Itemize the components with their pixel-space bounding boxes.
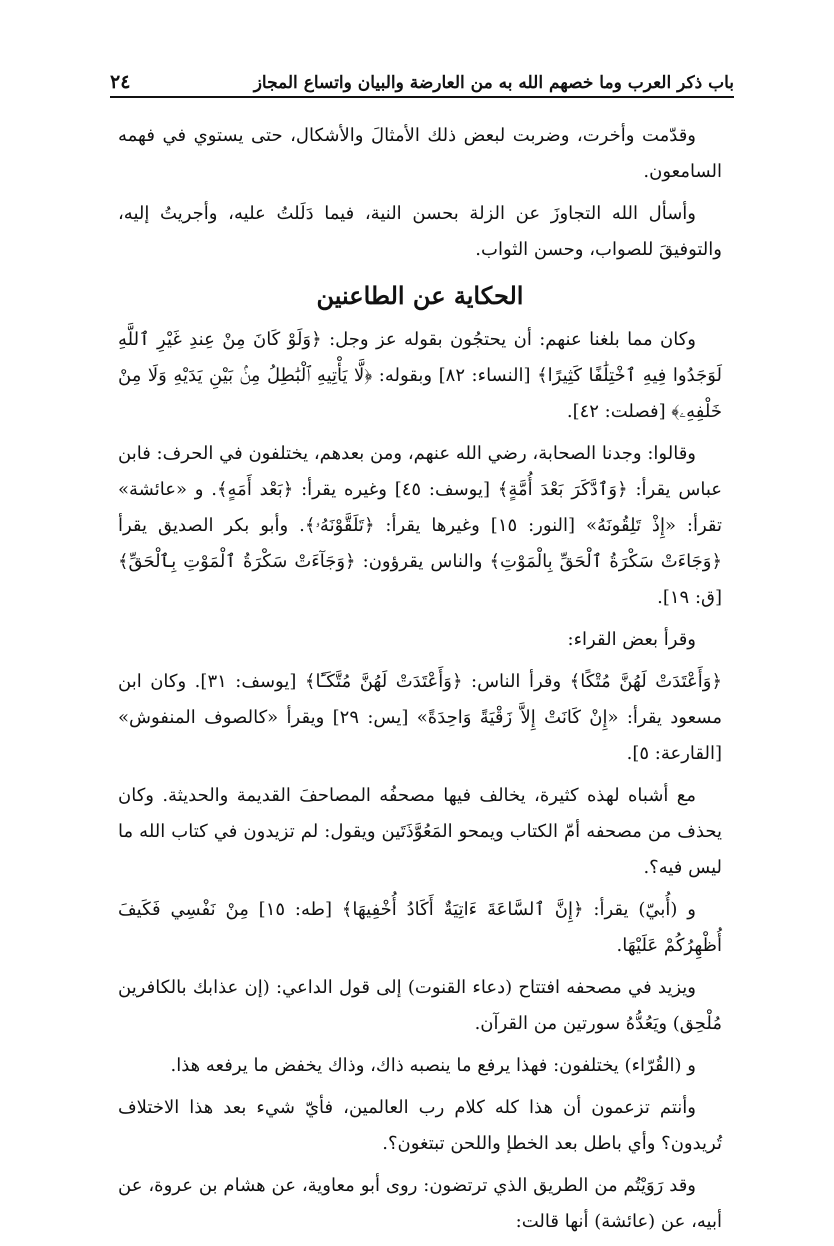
page-number: ٢٤ bbox=[110, 71, 131, 93]
paragraph: مع أشباه لهذه كثيرة، يخالف فيها مصحفُه المصاحفَ القديمة والحديثة. وكان يحذف من مصحفه أمّ الكتاب ويمحو المَعُوَّذَتَين ويقول: لم تزيدون في كتاب الله ما ليس فيه؟. bbox=[118, 785, 722, 878]
section-heading: الحكاية عن الطاعنين bbox=[316, 281, 524, 310]
paragraph: ويزيد في مصحفه افتتاح (دعاء القنوت) إلى قول الداعي: (إن عذابك بالكافرين مُلْحِق) ويَعُدُّهُ سورتين من القرآن. bbox=[118, 977, 722, 1034]
paragraph: و (القُرّاء) يختلفون: فهذا يرفع ما ينصبه ذاك، وذاك يخفض ما يرفعه هذا. bbox=[170, 1055, 696, 1076]
page-body bbox=[118, 118, 722, 1246]
running-title: باب ذكر العرب وما خصهم الله به من العارضة والبيان واتساع المجاز bbox=[253, 73, 734, 93]
paragraph: وقد رَوَيْتُم من الطريق الذي ترتضون: روى أبو معاوية، عن هشام بن عروة، عن أبيه، عن (عائشة) أنها قالت: bbox=[118, 1175, 722, 1232]
paragraph: و (أُبيّ) يقرأ: ﴿إِنَّ ٱلسَّاعَةَ ءَاتِيَةٌ أَكَادُ أُخْفِيهَا﴾ [طه: ١٥] مِنْ نَفْسِي فَكَيفَ أُظْهِرُكُمْ عَلَيْهَا. bbox=[118, 899, 722, 956]
paragraph: وأسأل الله التجاوزَ عن الزلة بحسن النية، فيما دَلَلتُ عليه، وأجريتُ إليه، والتوفيقَ للصواب، وحسن الثواب. bbox=[118, 203, 722, 260]
paragraph: ﴿وَأَعْتَدَتْ لَهُنَّ مُتْكًا﴾ وقرأ الناس: ﴿وَأَعْتَدَتْ لَهُنَّ مُتَّكَـًٔا﴾ [يوسف: ٣١]. وكان ابن مسعود يقرأ: «إِنْ كَانَتْ إِلاَّ زَقْيَةً وَاحِدَةً» [يس: ٢٩] ويقرأ «كالصوف المنفوش» [القارعة: ٥]. bbox=[118, 671, 723, 764]
page-header bbox=[110, 52, 734, 98]
paragraph: وقالوا: وجدنا الصحابة، رضي الله عنهم، ومن بعدهم، يختلفون في الحرف: فابن عباس يقرأ: ﴿وَٱدَّكَرَ بَعْدَ أُمَّةٍ﴾ [يوسف: ٤٥] وغيره يقرأ: ﴿بَعْد أَمَهٍ﴾. و «عائشة» تقرأ: «إِذْ تَلِقُونَهُ» [النور: ١٥] وغيرها يقرأ: ﴿تَلَقَّوْنَهُۥ﴾. وأبو بكر الصديق يقرأ ﴿وَجَاءَتْ سَكْرَةُ ٱلْحَقِّ بِالْمَوْتِ﴾ والناس يقرؤون: ﴿وَجَآءَتْ سَكْرَةُ ٱلْمَوْتِ بِٱلْحَقِّ﴾ [ق: ١٩]. bbox=[118, 443, 722, 608]
paragraph: وقدّمت وأخرت، وضربت لبعض ذلك الأمثالَ والأشكال، حتى يستوي في فهمه السامعون. bbox=[118, 125, 722, 182]
paragraph: وقرأ بعض القراء: bbox=[567, 629, 696, 650]
paragraph: وأنتم تزعمون أن هذا كله كلام رب العالمين، فأيّ شيء بعد هذا الاختلاف تُريدون؟ وأي باطل بعد الخطإ واللحن تبتغون؟. bbox=[118, 1097, 722, 1154]
paragraph: وكان مما بلغنا عنهم: أن يحتجُون بقوله عز وجل: ﴿وَلَوْ كَانَ مِنْ عِندِ غَيْرِ ٱللَّهِ لَوَجَدُوا فِيهِ ٱخْتِلَٰفًا كَثِيرًا﴾ [النساء: ٨٢] وبقوله: ﴿لَّا يَأْتِيهِ ٱلْبَٰطِلُ مِنۢ بَيْنِ يَدَيْهِ وَلَا مِنْ خَلْفِهِۦ﴾ [فصلت: ٤٢]. bbox=[118, 329, 722, 422]
